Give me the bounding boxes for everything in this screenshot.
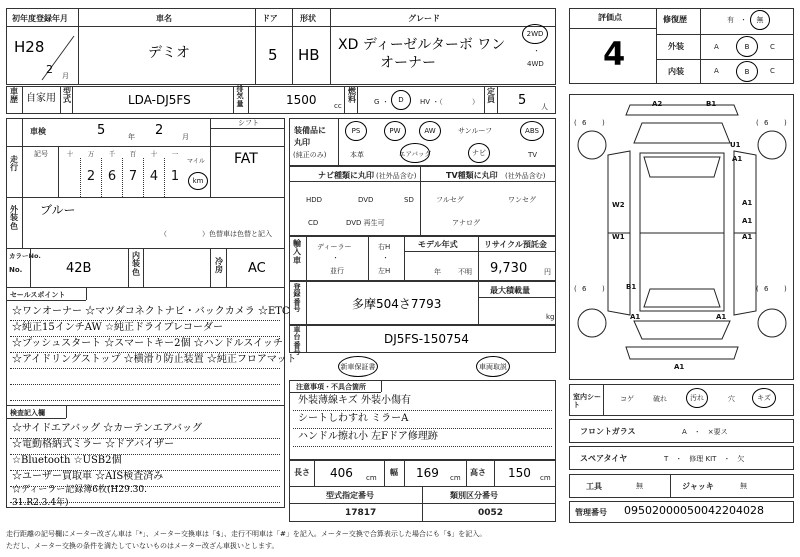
model-code: LDA-DJ5FS bbox=[128, 93, 191, 107]
door-label: ドア bbox=[262, 14, 278, 23]
inspector-line-5: ☆ディーラー記録簿6枚(H29.30. bbox=[12, 485, 147, 495]
recycle-yen: 円 bbox=[544, 268, 551, 276]
model-label: 型式 bbox=[63, 87, 71, 105]
footer-note-1: 走行距離の記号欄にメーター改ざん車は「*」、メーター交換車は「$」、走行不明車は「#」を記入。メーター交換で合算表示した場合にも「$」を記入。 bbox=[6, 530, 487, 538]
repair-history-label: 修復歴 bbox=[663, 15, 687, 24]
shape-label: 形状 bbox=[300, 14, 316, 23]
windshield-label: フロントガラス bbox=[580, 427, 636, 436]
interior-grade-c: C bbox=[770, 67, 775, 75]
navi-sd: SD bbox=[404, 196, 414, 204]
inspector-line-1: ☆サイドエアバッグ ☆カーテンエアバッグ bbox=[12, 423, 202, 434]
digit-label-5: 十 bbox=[150, 150, 158, 158]
registration-label: 登録番号 bbox=[293, 283, 301, 314]
svg-text:6: 6 bbox=[582, 285, 587, 293]
mileage-digit-3: 7 bbox=[128, 169, 138, 184]
digit-label-3: 千 bbox=[108, 150, 116, 158]
exterior-grade-label: 外装 bbox=[668, 42, 684, 51]
digit-label-2: 万 bbox=[87, 150, 95, 158]
import-dot: ・ bbox=[332, 254, 339, 262]
color-no-label-2: No. bbox=[9, 266, 23, 274]
height-value: 150 bbox=[508, 466, 531, 480]
equip-leather: 本革 bbox=[350, 151, 364, 159]
equip-ps-circled: PS bbox=[345, 121, 367, 141]
damage-code-side-a1-4: A1 bbox=[742, 233, 753, 241]
fuel-hybrid: HV ・（ bbox=[420, 98, 443, 106]
fuel-close: ） bbox=[472, 98, 479, 106]
tv-oneseg: ワンセグ bbox=[508, 196, 536, 204]
equipment-label-3: (純正のみ) bbox=[293, 151, 327, 159]
max-load-label: 最大積載量 bbox=[490, 286, 530, 295]
tv-type-label: TV種類に丸印 bbox=[446, 171, 498, 180]
tools-value: 無 bbox=[636, 482, 643, 490]
exterior-grade-a: A bbox=[714, 43, 719, 51]
repair-yes: 有 bbox=[727, 16, 734, 24]
svg-text:): ) bbox=[784, 285, 787, 293]
exterior-grade-c: C bbox=[770, 43, 775, 51]
damage-code-side-w1: W1 bbox=[612, 233, 625, 241]
damage-diagram bbox=[569, 94, 794, 380]
damage-code-side-u1: U1 bbox=[730, 141, 741, 149]
exterior-color-value: ブルー bbox=[40, 203, 76, 217]
ac-label: 冷房 bbox=[215, 257, 223, 275]
notes-line-2: シートしわすれ ミラーA bbox=[298, 413, 409, 424]
doc-warranty-circled: 新車保証書 bbox=[338, 356, 378, 377]
digit-label-6: 一 bbox=[171, 150, 179, 158]
svg-text:(: ( bbox=[574, 119, 577, 127]
drive-dot: ・ bbox=[533, 47, 540, 55]
first-reg-month: 2 bbox=[46, 63, 53, 76]
exterior-color-label: 外装色 bbox=[10, 205, 18, 231]
sales-points-label: セールスポイント bbox=[10, 291, 66, 299]
first-reg-month-unit: 月 bbox=[62, 72, 69, 80]
score-value: 4 bbox=[603, 35, 626, 73]
displacement-unit: cc bbox=[334, 102, 342, 110]
damage-code-top-a2: A2 bbox=[652, 100, 663, 108]
equipment-label-2: 丸印 bbox=[294, 138, 310, 147]
damage-code-side-b1: B1 bbox=[626, 283, 637, 291]
tv-type-sub: (社外品含む) bbox=[505, 172, 546, 180]
steer-left: 左H bbox=[378, 267, 391, 275]
mileage-digit-2: 6 bbox=[107, 169, 117, 184]
vehicle-history-value: 自家用 bbox=[26, 93, 56, 104]
steer-right: 右H bbox=[378, 243, 391, 251]
vehicle-history-label: 車歴 bbox=[10, 87, 18, 105]
equip-pw-circled: PW bbox=[384, 121, 406, 141]
navi-cd: CD bbox=[308, 219, 319, 227]
length-unit: cm bbox=[366, 474, 377, 482]
svg-text:): ) bbox=[602, 285, 605, 293]
import-parallel: 並行 bbox=[330, 267, 344, 275]
shift-label: シフト bbox=[238, 119, 259, 127]
model-year-unit: 年 bbox=[434, 268, 441, 276]
grade-line2: オーナー bbox=[380, 55, 436, 71]
tv-analog: アナログ bbox=[452, 219, 480, 227]
first-reg-slash bbox=[36, 30, 76, 84]
inspection-year-unit: 年 bbox=[128, 133, 135, 141]
management-label: 管理番号 bbox=[575, 508, 607, 517]
damage-code-side-w2: W2 bbox=[612, 201, 625, 209]
width-value: 169 bbox=[416, 466, 439, 480]
score-label: 評価点 bbox=[598, 13, 622, 22]
inspector-line-6: 31.R2.3.4年) bbox=[12, 498, 69, 508]
inspection-year: 5 bbox=[97, 123, 106, 138]
equip-navi-circled: ナビ bbox=[468, 143, 490, 163]
ac-value: AC bbox=[248, 261, 266, 276]
shape-value: HB bbox=[298, 46, 320, 64]
damage-code-side-a1-2: A1 bbox=[742, 199, 753, 207]
sales-point-line-4: ☆アイドリングストップ ☆横滑り防止装置 ☆純正フロアマット bbox=[12, 354, 297, 365]
inspector-line-2: ☆電動格納式ミラー ☆ドアバイザー bbox=[12, 439, 175, 450]
import-dealer: ディーラー bbox=[317, 243, 352, 251]
jack-value: 無 bbox=[740, 482, 747, 490]
seat-burn: コゲ bbox=[620, 395, 634, 403]
exterior-grade-b-circled: B bbox=[736, 36, 758, 57]
length-label: 長さ bbox=[294, 468, 310, 477]
fuel-gasoline: G bbox=[374, 98, 380, 106]
steer-dot: ・ bbox=[382, 254, 389, 262]
navi-dvd: DVD bbox=[358, 196, 374, 204]
navi-hdd: HDD bbox=[306, 196, 323, 204]
notes-label: 注意事項・不具合箇所 bbox=[296, 383, 366, 391]
repair-no-circled: 無 bbox=[750, 10, 770, 30]
shift-value: FAT bbox=[234, 151, 258, 167]
digit-label-1: 十 bbox=[66, 150, 74, 158]
chassis-label: 車台番号 bbox=[293, 326, 301, 357]
color-change-note: （ ）色替車は色替と記入 bbox=[160, 230, 272, 238]
damage-code-side-a1-3: A1 bbox=[742, 217, 753, 225]
spare-tire-value: T ・ 修理 KIT ・ 欠 bbox=[664, 455, 745, 463]
height-label: 高さ bbox=[470, 468, 486, 477]
inspection-label: 車検 bbox=[30, 127, 46, 136]
mileage-km-circled: km bbox=[188, 172, 208, 190]
registration-value: 多摩504さ7793 bbox=[352, 297, 442, 311]
seat-stain-circled: 汚れ bbox=[686, 388, 708, 408]
mileage-mile: マイル bbox=[187, 158, 205, 165]
displacement-label: 排気量 bbox=[236, 85, 244, 108]
fuel-dot: ・ bbox=[382, 98, 389, 106]
capacity-unit: 人 bbox=[541, 103, 548, 111]
name-label: 車名 bbox=[156, 14, 172, 23]
fuel-label: 燃料 bbox=[348, 87, 356, 105]
windshield-value: A ・ ×要ス bbox=[682, 428, 728, 436]
equip-sunroof: サンルーフ bbox=[458, 127, 493, 135]
svg-text:(: ( bbox=[756, 119, 759, 127]
model-year-unknown: 不明 bbox=[458, 268, 472, 276]
displacement-value: 1500 bbox=[286, 93, 317, 107]
navi-type-sub: (社外品含む) bbox=[376, 172, 417, 180]
equipment-label-1: 装備品に bbox=[294, 126, 326, 135]
management-value: 09502000050042204028 bbox=[624, 504, 764, 517]
svg-text:6: 6 bbox=[764, 119, 769, 127]
seat-scratch-circled: キズ bbox=[752, 388, 776, 408]
import-label: 輸入車 bbox=[293, 239, 301, 265]
recycle-value: 9,730 bbox=[490, 261, 528, 276]
length-value: 406 bbox=[330, 466, 353, 480]
seat-tear: 破れ bbox=[653, 395, 667, 403]
grade-label: グレード bbox=[408, 14, 440, 23]
interior-grade-a: A bbox=[714, 67, 719, 75]
chassis-value: DJ5FS-150754 bbox=[384, 332, 469, 346]
type-no-label: 型式指定番号 bbox=[326, 491, 374, 500]
sales-point-line-2: ☆純正15インチAW ☆純正ドライブレコーダー bbox=[12, 322, 223, 333]
sales-point-line-3: ☆プッシュスタート ☆スマートキー2個 ☆ハンドルスイッチ bbox=[12, 338, 283, 349]
inspector-line-3: ☆Bluetooth ☆USB2個 bbox=[12, 455, 122, 466]
svg-text:): ) bbox=[602, 119, 605, 127]
mileage-digit-5: 1 bbox=[170, 169, 180, 184]
doc-manual-circled: 車両取説 bbox=[476, 356, 510, 377]
repair-dot: ・ bbox=[740, 16, 747, 24]
svg-text:(: ( bbox=[756, 285, 759, 293]
recycle-label: リサイクル預託金 bbox=[484, 240, 547, 249]
capacity-label: 定員 bbox=[487, 87, 495, 105]
damage-code-side-a1-1: A1 bbox=[732, 155, 743, 163]
equip-airbag-circled: エアバッグ bbox=[400, 143, 430, 163]
jack-label: ジャッキ bbox=[682, 482, 714, 491]
equip-tv: TV bbox=[528, 151, 538, 159]
mileage-digit-4: 4 bbox=[149, 169, 159, 184]
seat-hole: 穴 bbox=[728, 395, 735, 403]
class-no-label: 類別区分番号 bbox=[450, 491, 498, 500]
interior-grade-b-circled: B bbox=[736, 61, 758, 82]
inspector-notes-label: 検査記入欄 bbox=[10, 409, 45, 417]
svg-text:6: 6 bbox=[582, 119, 587, 127]
inspector-line-4: ☆ユーザー買取車 ☆AIS検査済み bbox=[12, 471, 164, 482]
capacity-value: 5 bbox=[518, 93, 527, 108]
car-name: デミオ bbox=[148, 45, 190, 61]
drive-4wd: 4WD bbox=[527, 60, 544, 68]
inspection-month-unit: 月 bbox=[182, 133, 189, 141]
door-value: 5 bbox=[268, 46, 278, 64]
max-load-unit: kg bbox=[546, 313, 555, 321]
type-no-value: 17817 bbox=[345, 508, 377, 518]
tools-label: 工具 bbox=[586, 482, 602, 491]
interior-grade-label: 内装 bbox=[668, 67, 684, 76]
class-no-value: 0052 bbox=[478, 508, 504, 518]
fuel-diesel-circled: D bbox=[391, 90, 411, 110]
mileage-label: 走行 bbox=[10, 155, 18, 173]
svg-text:(: ( bbox=[574, 285, 577, 293]
drive-2wd-circled: 2WD bbox=[522, 24, 548, 44]
spare-tire-label: スペアタイヤ bbox=[580, 454, 628, 463]
damage-code-bottom-a1-3: A1 bbox=[674, 363, 685, 371]
interior-color-label: 内装色 bbox=[132, 251, 140, 277]
width-unit: cm bbox=[450, 474, 461, 482]
equip-abs-circled: ABS bbox=[520, 121, 544, 141]
color-no-label: カラーNo. bbox=[9, 252, 41, 260]
width-label: 幅 bbox=[390, 468, 398, 477]
sales-point-line-1: ☆ワンオーナー ☆マツダコネクトナビ・バックカメラ ☆ETC bbox=[12, 306, 290, 317]
digit-label-4: 百 bbox=[129, 150, 137, 158]
model-year-label: モデル年式 bbox=[418, 240, 458, 249]
car-outline-diagram bbox=[570, 95, 793, 379]
navi-dvd-playable: DVD 再生可 bbox=[346, 219, 385, 227]
damage-code-bottom-a1-1: A1 bbox=[630, 313, 641, 321]
inspection-month: 2 bbox=[155, 123, 164, 138]
svg-text:): ) bbox=[784, 119, 787, 127]
first-reg-era-year: H28 bbox=[14, 38, 45, 56]
height-unit: cm bbox=[540, 474, 551, 482]
interior-seat-label: 室内シート bbox=[573, 393, 601, 410]
notes-line-3: ハンドル擦れ小 左Fドア修理跡 bbox=[298, 431, 438, 442]
footer-note-2: ただし、メーター交換の条件を満たしていないものはメーター改ざん車扱いとします。 bbox=[6, 542, 279, 550]
navi-type-label: ナビ種類に丸印 bbox=[318, 171, 374, 180]
color-no-value: 42B bbox=[66, 261, 92, 276]
grade-line1: XD ディーゼルターボ ワン bbox=[338, 37, 506, 53]
first-reg-label: 初年度登録年月 bbox=[12, 14, 68, 23]
notes-line-1: 外装薄線キズ 外装小傷有 bbox=[298, 395, 411, 406]
tv-fullseg: フルセグ bbox=[436, 196, 464, 204]
svg-text:6: 6 bbox=[764, 285, 769, 293]
damage-code-bottom-a1-2: A1 bbox=[716, 313, 727, 321]
equip-aw-circled: AW bbox=[419, 121, 441, 141]
damage-code-top-b1: B1 bbox=[706, 100, 717, 108]
mileage-marker-label: 記号 bbox=[34, 150, 48, 158]
mileage-digit-1: 2 bbox=[86, 169, 96, 184]
